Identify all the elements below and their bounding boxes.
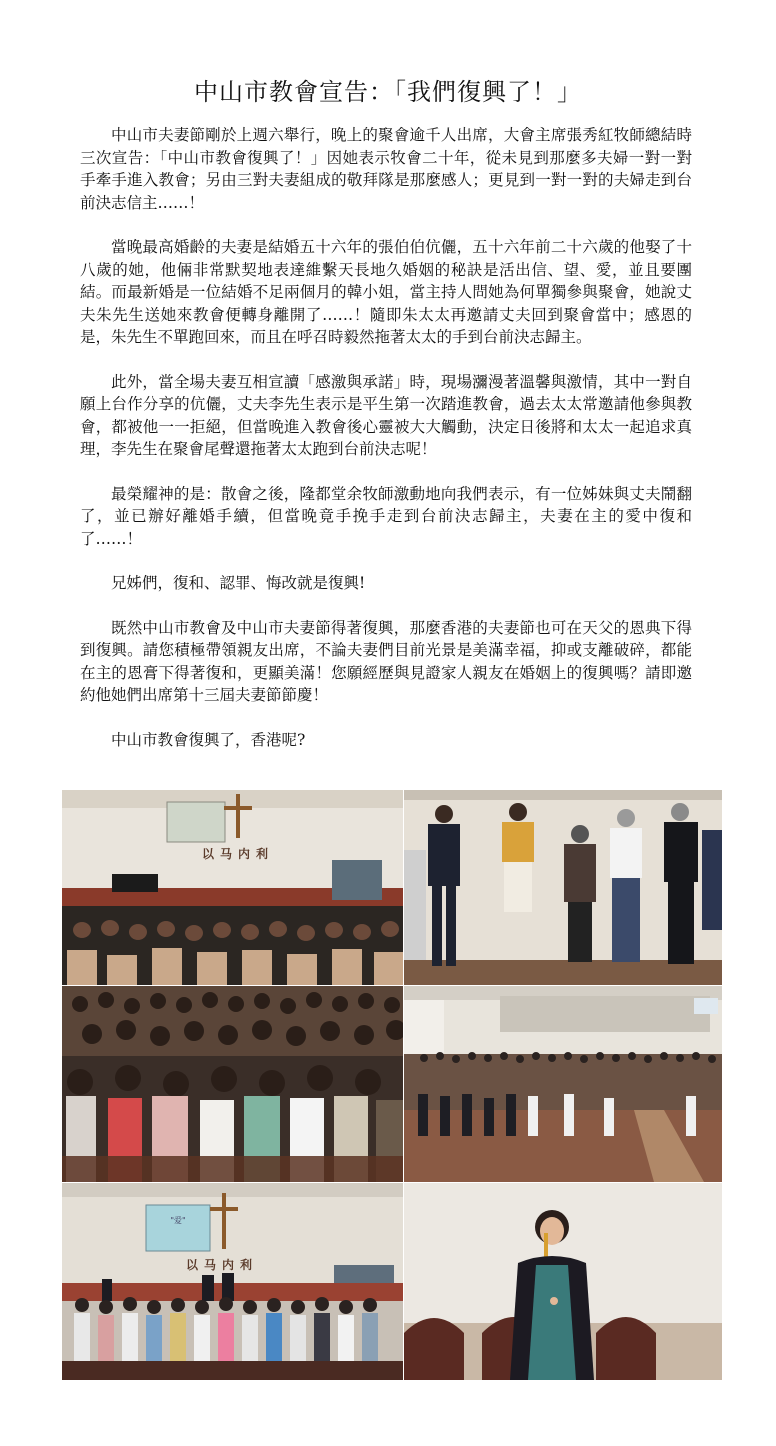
photo-hall-wide bbox=[404, 986, 722, 1182]
paragraph: 中山市教會復興了，香港呢? bbox=[111, 730, 306, 749]
photo-couples-stage bbox=[404, 790, 722, 985]
photo-altar-call bbox=[62, 1183, 403, 1380]
screen-text: "爱" bbox=[170, 1216, 186, 1225]
paragraph: 當晚最高婚齡的夫妻是結婚五十六年的張伯伯伉儷，五十六年前二十六歲的他娶了十八歲的她，他倆非常默契地表達維繫天長地久婚姻的秘訣是活出信、望、愛，並且要團結。而最新婚是一位結婚不足兩個月的韓小姐，當主持人問她為何單獨參與聚會，她說丈夫朱先生送她來教會便轉身離開了……！隨即朱太太再邀請丈夫回到聚會當中；感恩的是，朱先生不單跑回來，而且在呼召時毅然拖著太太的手到台前決志歸主。 bbox=[80, 238, 692, 346]
photo-speaker bbox=[404, 1183, 722, 1380]
paragraph: 此外，當全場夫妻互相宣讀「感激與承諾」時，現場瀰漫著溫馨與激情，其中一對自願上台作分享的伉儷，丈夫李先生表示是平生第一次踏進教會，過去太太常邀請他參與教會，都被他一一拒絕，但當晚進入教會後心靈被大大觸動，決定日後將和太太一起追求真理，李先生在聚會尾聲還拖著太太跑到台前決志呢！ bbox=[80, 372, 692, 458]
photo-collage bbox=[62, 790, 722, 1380]
paragraph: 最榮耀神的是：散會之後，隆都堂余牧師激動地向我們表示，有一位姊妹與丈夫鬧翻了，並已辦好離婚手續，但當晚竟手挽手走到台前決志歸主，夫妻在主的愛中復和了……！ bbox=[80, 484, 692, 548]
article-body bbox=[80, 124, 692, 773]
stage-sign-text: 以马内利 bbox=[186, 1258, 259, 1272]
paragraph: 中山市夫妻節剛於上週六舉行，晚上的聚會逾千人出席，大會主席張秀紅牧師總結時三次宣告：「中山市教會復興了！」因她表示牧會二十年，從未見到那麼多夫婦一對一對手牽手進入教會；另由三對夫妻組成的敬拜隊是那麼感人；更見到一對一對的夫婦走到台前決志信主……！ bbox=[80, 126, 692, 212]
photo-congregation-closeup bbox=[62, 986, 403, 1182]
paragraph: 既然中山市教會及中山市夫妻節得著復興，那麼香港的夫妻節也可在天父的恩典下得到復興。請您積極帶領親友出席，不論夫妻們目前光景是美滿幸福，抑或支離破碎，都能在主的恩膏下得著復和，更顯美滿！您願經歷與見證家人親友在婚姻上的復興嗎？請即邀約他她們出席第十三屆夫妻節節慶！ bbox=[80, 618, 692, 704]
paragraph: 兄姊們，復和、認罪、悔改就是復興! bbox=[111, 574, 366, 592]
article-title: 中山市教會宣告：「我們復興了！」 bbox=[194, 78, 582, 106]
photo-church-stage bbox=[62, 790, 403, 985]
stage-sign-text: 以马内利 bbox=[202, 847, 275, 861]
